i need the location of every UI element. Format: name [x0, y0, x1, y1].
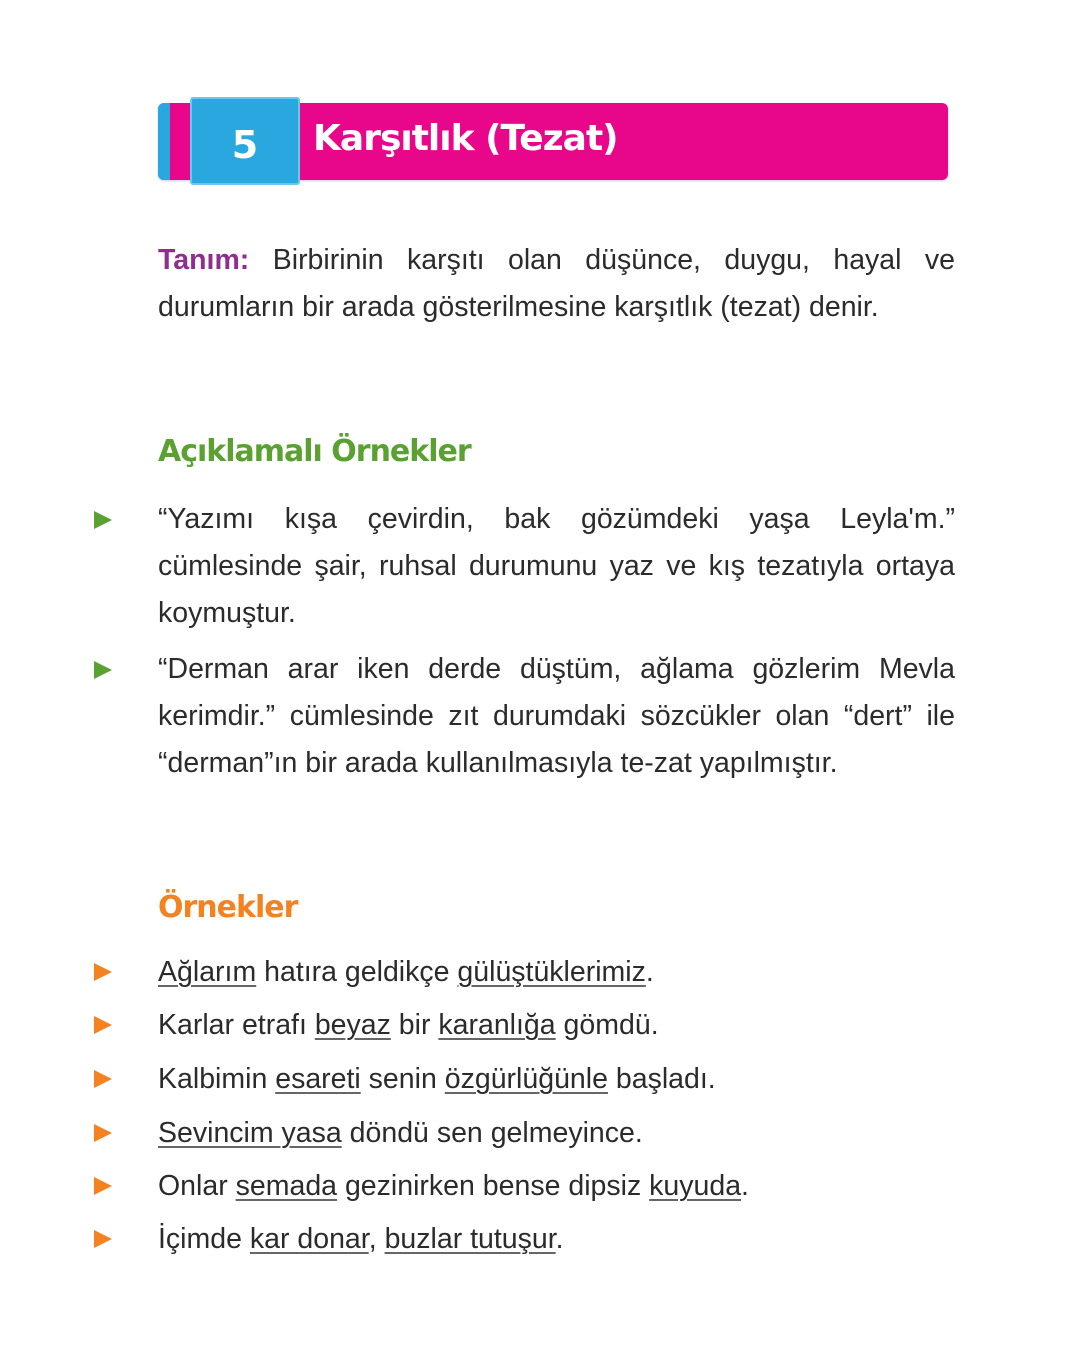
example-item: [158, 1219, 564, 1259]
green-bullet-icon: [94, 661, 112, 679]
underlined-word: Ağlarım: [158, 956, 257, 988]
section-header-accent: [158, 103, 170, 180]
example-item: [158, 952, 654, 992]
definition-text: Birbirinin karşıtı olan düşünce, duygu, hayal ve durumların bir arada gösterilmesine karşıtlık (tezat) denir.: [158, 244, 955, 323]
example-text: .: [741, 1170, 749, 1202]
example-text: İçimde: [158, 1223, 250, 1255]
example-text: Karlar etrafı: [158, 1009, 315, 1041]
green-bullet-icon: [94, 511, 112, 529]
underlined-word: beyaz: [314, 1009, 391, 1041]
example-text: bir: [390, 1009, 439, 1041]
underlined-word: semada: [235, 1170, 338, 1202]
definition: [158, 237, 955, 331]
example-text: ,: [368, 1223, 385, 1255]
example-item: [158, 1166, 749, 1206]
orange-bullet-icon: [94, 963, 112, 981]
example-text: Onlar: [158, 1170, 236, 1202]
example-text: .: [555, 1223, 564, 1255]
underlined-word: buzlar tutuşur: [384, 1223, 556, 1255]
section-number: 5: [190, 97, 300, 185]
explained-example: “Yazımı kışa çevirdin, bak gözümdeki yaşa Leyla'm.” cümlesinde şair, ruhsal durumunu yaz ve kış tezatıyla ortaya koymuştur.: [158, 503, 955, 629]
underlined-word: esareti: [275, 1063, 361, 1095]
example-text: senin: [360, 1063, 445, 1095]
section-title: Karşıtlık (Tezat): [313, 118, 618, 159]
examples-heading: Örnekler: [158, 890, 298, 925]
example-item: [158, 1059, 716, 1099]
orange-bullet-icon: [94, 1177, 112, 1195]
orange-bullet-icon: [94, 1230, 112, 1248]
definition-label: Tanım:: [158, 244, 250, 276]
explained-example: “Derman arar iken derde düştüm, ağlama gözlerim Mevla kerimdir.” cümlesinde zıt durumdaki sözcükler olan “dert” ile “derman”ın bir arada kullanılmasıyla te-zat yapılmıştır.: [158, 653, 955, 779]
example-text: gömdü.: [555, 1009, 659, 1041]
underlined-word: karanlığa: [438, 1009, 556, 1041]
underlined-word: kar donar: [249, 1223, 369, 1255]
example-text: başladı.: [607, 1063, 716, 1095]
underlined-word: özgürlüğünle: [444, 1063, 608, 1095]
underlined-word: gülüştüklerimiz: [457, 956, 646, 988]
example-text: gezinirken bense dipsiz: [337, 1170, 650, 1202]
underlined-word: kuyuda: [649, 1170, 742, 1202]
orange-bullet-icon: [94, 1070, 112, 1088]
orange-bullet-icon: [94, 1124, 112, 1142]
explained-examples-heading: Açıklamalı Örnekler: [158, 434, 471, 469]
example-text: hatıra geldikçe: [256, 956, 458, 988]
example-text: .: [645, 956, 654, 988]
example-text: döndü sen gelmeyince.: [341, 1117, 643, 1149]
underlined-word: Sevincim yasa: [158, 1117, 342, 1149]
example-item: [158, 1113, 643, 1153]
orange-bullet-icon: [94, 1016, 112, 1034]
example-item: [158, 1005, 659, 1045]
example-text: Kalbimin: [158, 1063, 276, 1095]
